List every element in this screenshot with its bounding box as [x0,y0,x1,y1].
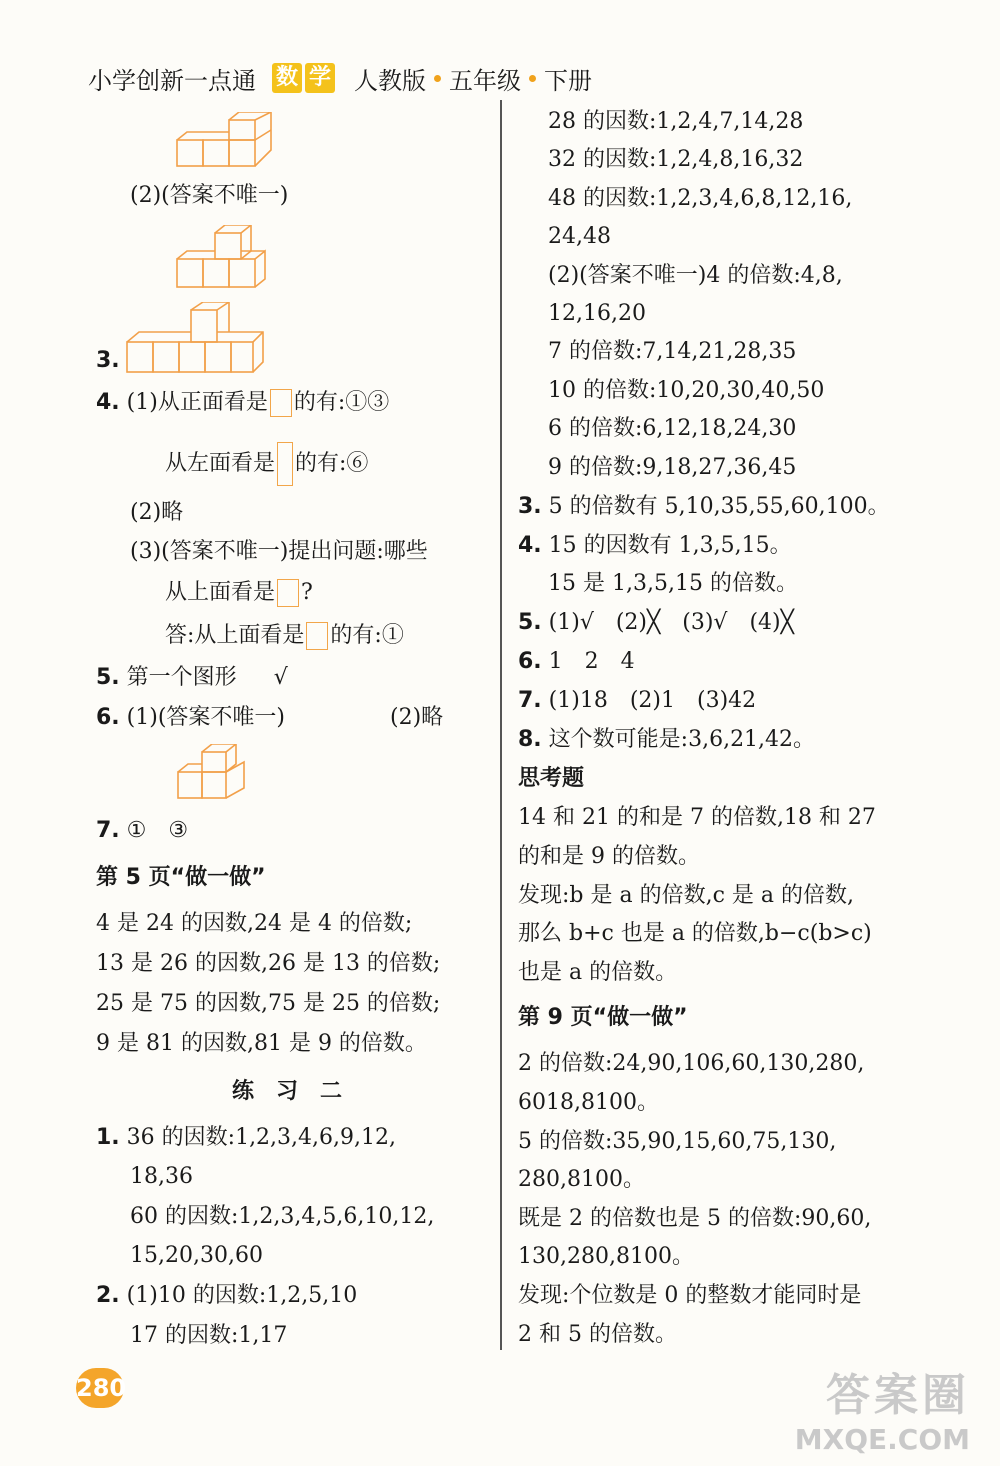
r-q7-row [518,685,756,717]
question-number: 3. [96,348,120,373]
view-shape-box [277,579,299,607]
answer-text: 17 的因数:1,17 [130,1323,288,1348]
answer-text: 25 是 75 的因数,75 是 25 的倍数; [96,991,441,1016]
answer-text: 36 的因数:1,2,3,4,6,9,12, [126,1125,397,1150]
subject-char-1: 数 [272,63,302,93]
answer-text: (2)略 [130,500,184,525]
subject-badge [272,63,338,93]
q4-row-1 [96,387,389,419]
answer-text: 14 和 21 的和是 7 的倍数,18 和 27 [518,805,876,830]
answer-text: 13 是 26 的因数,26 是 13 的倍数; [96,951,441,976]
subject-char-2: 学 [305,63,335,93]
question-number: 7. [518,688,542,713]
answer-text: 从上面看是 [165,580,276,605]
answer-text: ① ③ [126,818,189,843]
answer-text: (1)(答案不唯一) [126,705,286,730]
answer-text: 2 的倍数:24,90,106,60,130,280, [518,1051,865,1076]
question-number: 8. [518,727,542,752]
answer-text: 4 是 24 的因数,24 是 4 的倍数; [96,911,413,936]
answer-text: 18,36 [130,1164,193,1189]
watermark-logo: 答案圈 [826,1370,970,1421]
answer-text: 5 的倍数:35,90,15,60,75,130, [518,1129,837,1154]
watermark [795,1359,970,1456]
answer-text: 15 的因数有 1,3,5,15。 [548,533,792,558]
q4-row-3 [165,577,313,609]
r-q8-row [518,724,815,756]
answer-text: 发现:个位数是 0 的整数才能同时是 [518,1283,862,1308]
answer-text: 6018,8100。 [518,1090,659,1115]
answer-text: 130,280,8100。 [518,1244,694,1269]
question-number: 4. [518,533,542,558]
answer-text: (1)从正面看是 [126,390,268,415]
section-heading: 第 5 页“做一做” [96,865,266,890]
answer-text: 的有:①③ [293,390,390,415]
volume: 下册 [544,66,592,95]
question-number: 4. [96,390,120,415]
answer-text: 60 的因数:1,2,3,4,5,6,10,12, [130,1204,435,1229]
r-q5-row [518,607,794,639]
column-divider [500,100,502,1350]
page-number: 280 [76,1368,124,1408]
answer-text: 发现:b 是 a 的倍数,c 是 a 的倍数, [518,883,854,908]
answer-text: 2 和 5 的倍数。 [518,1322,677,1347]
watermark-url: MXQE.COM [794,1423,970,1456]
separator-dot [529,75,536,82]
section-heading: 思考题 [518,766,585,791]
answer-text: 1 2 4 [548,649,635,674]
cube-figure-3 [125,302,265,376]
q6-row [96,702,444,734]
answer-text: 既是 2 的倍数也是 5 的倍数:90,60, [518,1206,872,1231]
answer-text: 24,48 [548,224,611,249]
cube-figure-2 [175,225,271,291]
page-header [88,58,596,98]
answer-text: 15 是 1,3,5,15 的倍数。 [548,571,798,596]
cube-figure-4 [176,744,248,802]
answer-text: 32 的因数:1,2,4,8,16,32 [548,147,804,172]
answer-text: 12,16,20 [548,301,646,326]
question-number: 3. [518,494,542,519]
check-mark: √ [273,665,288,690]
series-title: 小学创新一点通 [88,66,256,95]
view-shape-box [277,442,293,486]
answer-text: (3)(答案不唯一)提出问题:哪些 [130,539,428,564]
answer-text: 那么 b+c 也是 a 的倍数,b−c(b>c) [518,921,872,946]
question-number: 5. [518,610,542,635]
answer-text: 10 的倍数:10,20,30,40,50 [548,378,825,403]
answer-text: 答:从上面看是 [165,623,305,648]
edition: 人教版 [354,66,426,95]
answer-text: 这个数可能是:3,6,21,42。 [548,727,816,752]
answer-text: (2)略 [390,705,444,730]
exercise-title: 练 习 二 [232,1079,343,1104]
answer-text: 7 的倍数:7,14,21,28,35 [548,339,797,364]
answer-text: 的和是 9 的倍数。 [518,844,700,869]
answer-text: 280,8100。 [518,1167,645,1192]
answer-text: 的有:⑥ [295,451,369,476]
r-q3-row [518,491,890,523]
answer-text: 第一个图形 [126,665,237,690]
answer-text: 5 的倍数有 5,10,35,55,60,100。 [548,494,890,519]
answer-text: 9 是 81 的因数,81 是 9 的倍数。 [96,1031,427,1056]
view-shape-box [306,622,328,650]
question-number: 5. [96,665,120,690]
answer-text: (2)(答案不唯一) [130,183,289,208]
q4-row-4 [165,620,404,652]
answer-text: (2)(答案不唯一)4 的倍数:4,8, [548,263,843,288]
cube-figure-1 [175,112,285,170]
answer-text: 15,20,30,60 [130,1243,263,1268]
q1-row [96,1122,396,1154]
q2-row [96,1280,357,1312]
q4-row-2 [165,442,368,486]
separator-dot [434,75,441,82]
answer-text: (1)√ (2)╳ (3)√ (4)╳ [548,610,794,635]
grade: 五年级 [449,66,521,95]
answer-text: 9 的倍数:9,18,27,36,45 [548,455,797,480]
question-number: 2. [96,1283,120,1308]
q5-row [96,662,288,694]
answer-text: (1)18 (2)1 (3)42 [548,688,757,713]
answer-text: 的有:① [330,623,404,648]
question-number: 7. [96,818,120,843]
answer-text: 6 的倍数:6,12,18,24,30 [548,416,797,441]
answer-text: 28 的因数:1,2,4,7,14,28 [548,109,804,134]
view-shape-box [270,389,292,417]
answer-text: 48 的因数:1,2,3,4,6,8,12,16, [548,186,853,211]
r-q6-row [518,646,635,678]
question-mark: ? [301,580,313,605]
question-number: 1. [96,1125,120,1150]
answer-text: 也是 a 的倍数。 [518,960,678,985]
q7-row [96,815,188,847]
section-heading: 第 9 页“做一做” [518,1005,688,1030]
answer-text: 从左面看是 [165,451,276,476]
r-q4-row [518,530,792,562]
question-number: 6. [96,705,120,730]
question-number: 6. [518,649,542,674]
answer-text: (1)10 的因数:1,2,5,10 [126,1283,358,1308]
